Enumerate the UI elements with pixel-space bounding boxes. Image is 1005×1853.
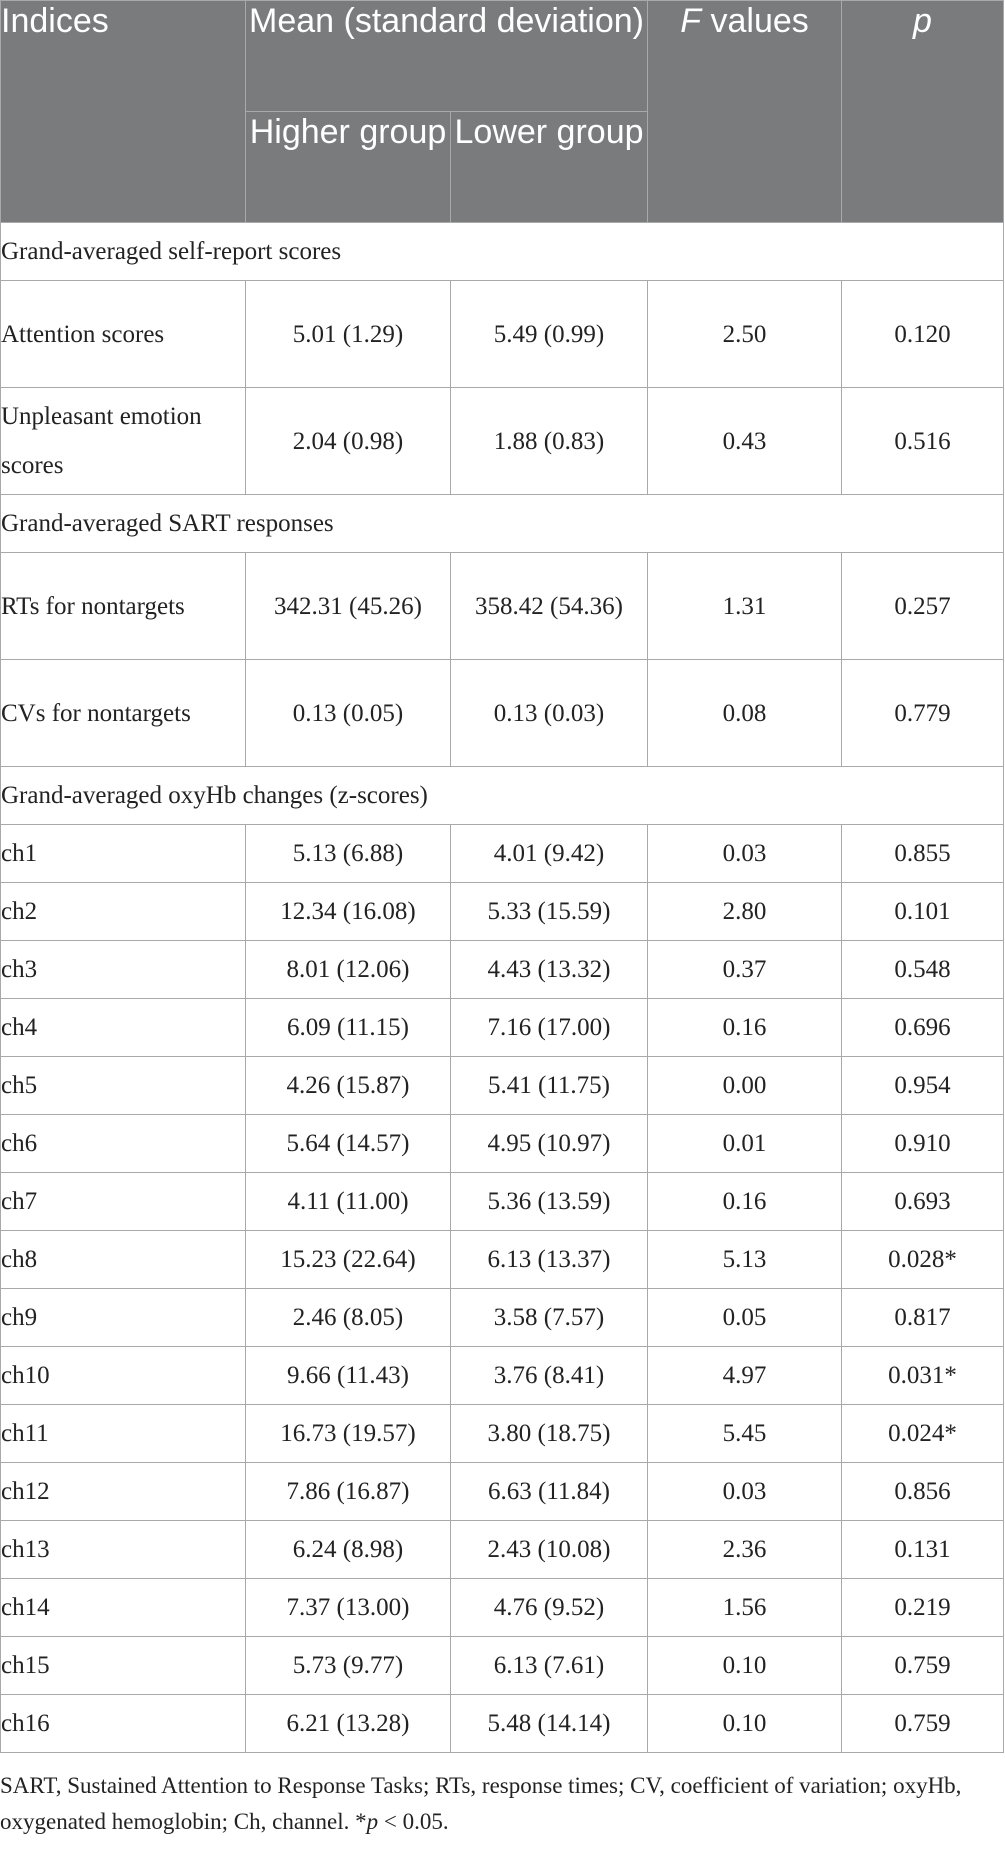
lower-group-value: 7.16 (17.00) — [451, 999, 648, 1057]
p-value: 0.028* — [842, 1231, 1004, 1289]
row-label: ch2 — [1, 883, 246, 941]
table-row — [1, 999, 1004, 1057]
p-value: 0.024* — [842, 1405, 1004, 1463]
lower-group-value: 3.58 (7.57) — [451, 1289, 648, 1347]
higher-group-value: 8.01 (12.06) — [246, 941, 451, 999]
row-label: ch7 — [1, 1173, 246, 1231]
footnote-tail: < 0.05. — [378, 1809, 449, 1834]
f-value: 0.03 — [648, 825, 842, 883]
row-label: ch1 — [1, 825, 246, 883]
header-indices: Indices — [1, 1, 246, 223]
f-value: 1.31 — [648, 553, 842, 660]
table-row — [1, 1637, 1004, 1695]
row-label: ch12 — [1, 1463, 246, 1521]
header-p-italic: p — [913, 2, 932, 40]
lower-group-value: 6.13 (7.61) — [451, 1637, 648, 1695]
table-footnote — [0, 1768, 990, 1840]
lower-group-value: 358.42 (54.36) — [451, 553, 648, 660]
p-value: 0.101 — [842, 883, 1004, 941]
higher-group-value: 4.26 (15.87) — [246, 1057, 451, 1115]
footnote-text: SART, Sustained Attention to Response Tasks; RTs, response times; CV, coefficient of variation; oxyHb, oxygenated hemoglobin; Ch, channel. * — [0, 1773, 962, 1834]
higher-group-value: 7.37 (13.00) — [246, 1579, 451, 1637]
table-row — [1, 883, 1004, 941]
footnote-p-italic: p — [366, 1809, 379, 1834]
p-value: 0.257 — [842, 553, 1004, 660]
table-row — [1, 281, 1004, 388]
lower-group-value: 3.76 (8.41) — [451, 1347, 648, 1405]
table-row — [1, 825, 1004, 883]
p-value: 0.759 — [842, 1695, 1004, 1753]
lower-group-value: 5.48 (14.14) — [451, 1695, 648, 1753]
higher-group-value: 2.04 (0.98) — [246, 388, 451, 495]
lower-group-value: 4.01 (9.42) — [451, 825, 648, 883]
table-header — [1, 1, 1004, 223]
lower-group-value: 4.76 (9.52) — [451, 1579, 648, 1637]
f-value: 0.01 — [648, 1115, 842, 1173]
section-row — [1, 495, 1004, 553]
p-value: 0.219 — [842, 1579, 1004, 1637]
higher-group-value: 15.23 (22.64) — [246, 1231, 451, 1289]
higher-group-value: 5.64 (14.57) — [246, 1115, 451, 1173]
table-row — [1, 388, 1004, 495]
p-value: 0.693 — [842, 1173, 1004, 1231]
f-value: 0.10 — [648, 1637, 842, 1695]
header-higher-group: Higher group — [246, 112, 451, 223]
p-value: 0.954 — [842, 1057, 1004, 1115]
table-body — [1, 223, 1004, 1753]
table-row — [1, 1173, 1004, 1231]
higher-group-value: 4.11 (11.00) — [246, 1173, 451, 1231]
f-value: 2.36 — [648, 1521, 842, 1579]
p-value: 0.696 — [842, 999, 1004, 1057]
higher-group-value: 6.21 (13.28) — [246, 1695, 451, 1753]
row-label: ch9 — [1, 1289, 246, 1347]
p-value: 0.516 — [842, 388, 1004, 495]
row-label: ch5 — [1, 1057, 246, 1115]
f-value: 0.16 — [648, 999, 842, 1057]
row-label: ch3 — [1, 941, 246, 999]
higher-group-value: 0.13 (0.05) — [246, 660, 451, 767]
header-f-values-label: values — [701, 2, 809, 40]
table-row — [1, 1231, 1004, 1289]
row-label: ch16 — [1, 1695, 246, 1753]
lower-group-value: 3.80 (18.75) — [451, 1405, 648, 1463]
lower-group-value: 5.33 (15.59) — [451, 883, 648, 941]
row-label: ch4 — [1, 999, 246, 1057]
table-row — [1, 1347, 1004, 1405]
lower-group-value: 5.36 (13.59) — [451, 1173, 648, 1231]
higher-group-value: 2.46 (8.05) — [246, 1289, 451, 1347]
higher-group-value: 16.73 (19.57) — [246, 1405, 451, 1463]
row-label: ch10 — [1, 1347, 246, 1405]
row-label: Unpleasant emotion scores — [1, 388, 246, 495]
higher-group-value: 6.24 (8.98) — [246, 1521, 451, 1579]
higher-group-value: 6.09 (11.15) — [246, 999, 451, 1057]
f-value: 0.00 — [648, 1057, 842, 1115]
f-value: 0.16 — [648, 1173, 842, 1231]
p-value: 0.759 — [842, 1637, 1004, 1695]
row-label: ch14 — [1, 1579, 246, 1637]
higher-group-value: 9.66 (11.43) — [246, 1347, 451, 1405]
p-value: 0.855 — [842, 825, 1004, 883]
section-title: Grand-averaged oxyHb changes (z-scores) — [1, 767, 1004, 825]
table-row — [1, 1057, 1004, 1115]
lower-group-value: 6.63 (11.84) — [451, 1463, 648, 1521]
higher-group-value: 7.86 (16.87) — [246, 1463, 451, 1521]
section-title: Grand-averaged self-report scores — [1, 223, 1004, 281]
higher-group-value: 5.01 (1.29) — [246, 281, 451, 388]
row-label: ch11 — [1, 1405, 246, 1463]
row-label: ch13 — [1, 1521, 246, 1579]
f-value: 0.37 — [648, 941, 842, 999]
table-row — [1, 660, 1004, 767]
f-value: 5.13 — [648, 1231, 842, 1289]
lower-group-value: 6.13 (13.37) — [451, 1231, 648, 1289]
higher-group-value: 342.31 (45.26) — [246, 553, 451, 660]
header-mean-sd: Mean (standard deviation) — [246, 1, 648, 112]
row-label: ch15 — [1, 1637, 246, 1695]
table-row — [1, 1579, 1004, 1637]
header-f-values — [648, 1, 842, 223]
table-row — [1, 1115, 1004, 1173]
row-label: ch8 — [1, 1231, 246, 1289]
higher-group-value: 5.73 (9.77) — [246, 1637, 451, 1695]
f-value: 2.50 — [648, 281, 842, 388]
table-row — [1, 1521, 1004, 1579]
table-row — [1, 941, 1004, 999]
lower-group-value: 1.88 (0.83) — [451, 388, 648, 495]
f-value: 0.08 — [648, 660, 842, 767]
higher-group-value: 12.34 (16.08) — [246, 883, 451, 941]
f-value: 0.03 — [648, 1463, 842, 1521]
table-row — [1, 1405, 1004, 1463]
lower-group-value: 2.43 (10.08) — [451, 1521, 648, 1579]
p-value: 0.031* — [842, 1347, 1004, 1405]
header-lower-group: Lower group — [451, 112, 648, 223]
header-p — [842, 1, 1004, 223]
f-value: 4.97 — [648, 1347, 842, 1405]
lower-group-value: 5.49 (0.99) — [451, 281, 648, 388]
f-value: 5.45 — [648, 1405, 842, 1463]
p-value: 0.548 — [842, 941, 1004, 999]
f-value: 0.43 — [648, 388, 842, 495]
lower-group-value: 0.13 (0.03) — [451, 660, 648, 767]
lower-group-value: 4.43 (13.32) — [451, 941, 648, 999]
higher-group-value: 5.13 (6.88) — [246, 825, 451, 883]
row-label: ch6 — [1, 1115, 246, 1173]
f-value: 0.05 — [648, 1289, 842, 1347]
section-title: Grand-averaged SART responses — [1, 495, 1004, 553]
p-value: 0.120 — [842, 281, 1004, 388]
f-value: 1.56 — [648, 1579, 842, 1637]
row-label: CVs for nontargets — [1, 660, 246, 767]
table-row — [1, 553, 1004, 660]
table-row — [1, 1695, 1004, 1753]
row-label: RTs for nontargets — [1, 553, 246, 660]
lower-group-value: 4.95 (10.97) — [451, 1115, 648, 1173]
p-value: 0.856 — [842, 1463, 1004, 1521]
p-value: 0.817 — [842, 1289, 1004, 1347]
header-f-italic: F — [680, 2, 702, 40]
p-value: 0.131 — [842, 1521, 1004, 1579]
table-row — [1, 1289, 1004, 1347]
section-row — [1, 767, 1004, 825]
table-row — [1, 1463, 1004, 1521]
f-value: 2.80 — [648, 883, 842, 941]
f-value: 0.10 — [648, 1695, 842, 1753]
section-row — [1, 223, 1004, 281]
p-value: 0.910 — [842, 1115, 1004, 1173]
p-value: 0.779 — [842, 660, 1004, 767]
row-label: Attention scores — [1, 281, 246, 388]
lower-group-value: 5.41 (11.75) — [451, 1057, 648, 1115]
